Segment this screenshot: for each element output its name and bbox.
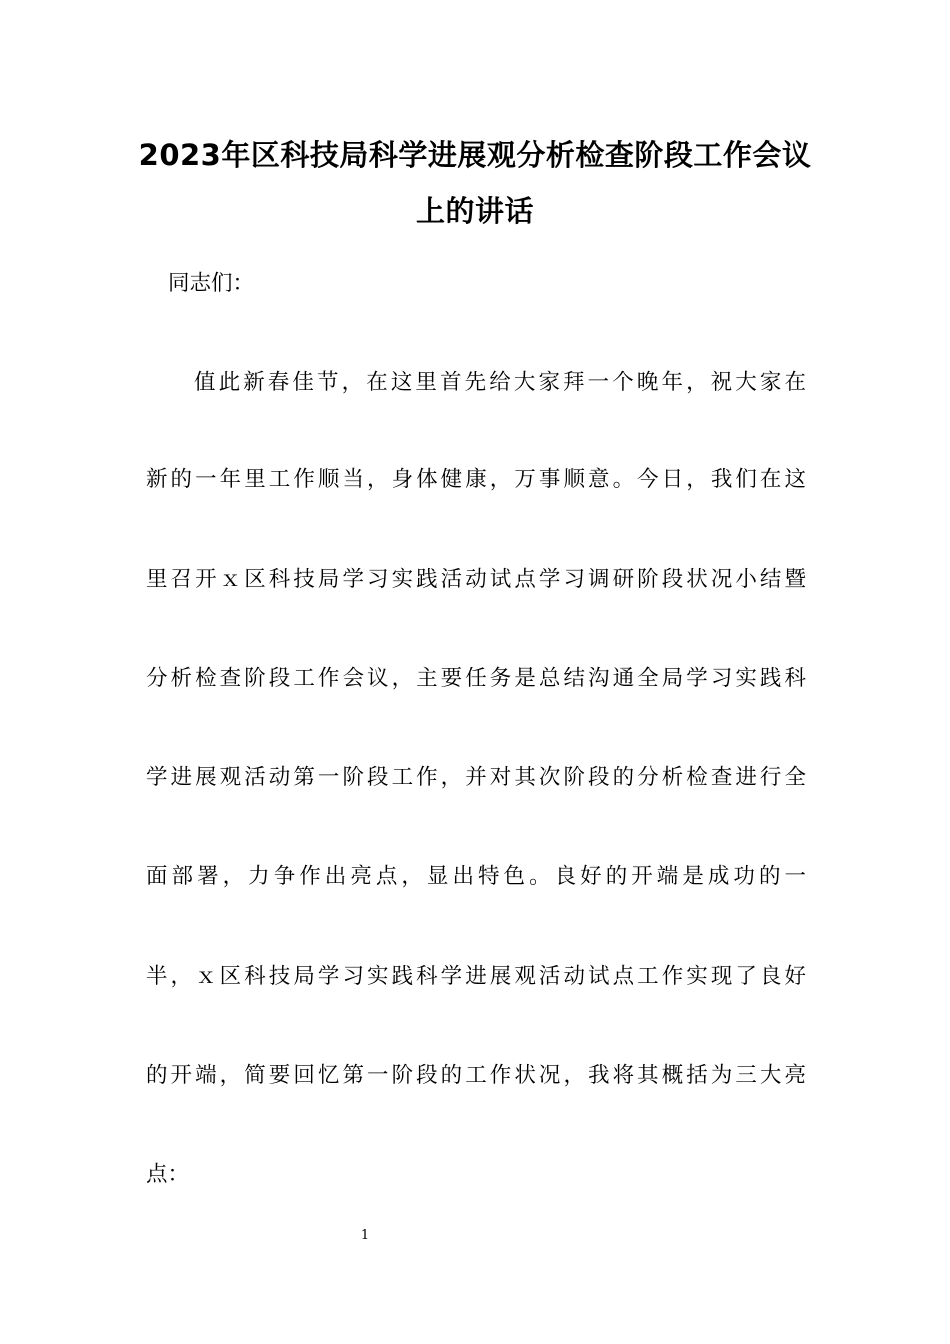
paragraph-line: 的开端，简要回忆第一阶段的工作状况，我将其概括为三大亮 (146, 1063, 806, 1088)
document-title-line-2: 上的讲话 (415, 194, 534, 228)
paragraph-line: 值此新春佳节，在这里首先给大家拜一个晚年，祝大家在 (194, 370, 806, 395)
page-number: 1 (360, 1228, 370, 1243)
paragraph-line: 里召开ｘ区科技局学习实践活动试点学习调研阶段状况小结暨 (146, 567, 806, 592)
document-title-line-1: 2023年区科技局科学进展观分析检查阶段工作会议 (138, 138, 812, 172)
paragraph-line: 点： (146, 1162, 190, 1187)
paragraph-line: 新的一年里工作顺当，身体健康，万事顺意。今日，我们在这 (146, 467, 806, 492)
paragraph-line: 半，ｘ区科技局学习实践科学进展观活动试点工作实现了良好 (146, 964, 806, 989)
paragraph-line: 学进展观活动第一阶段工作，并对其次阶段的分析检查进行全 (146, 765, 806, 790)
salutation: 同志们： (168, 271, 255, 296)
paragraph-line: 分析检查阶段工作会议，主要任务是总结沟通全局学习实践科 (146, 666, 806, 691)
paragraph-line: 面部署，力争作出亮点，显出特色。良好的开端是成功的一 (146, 864, 806, 889)
